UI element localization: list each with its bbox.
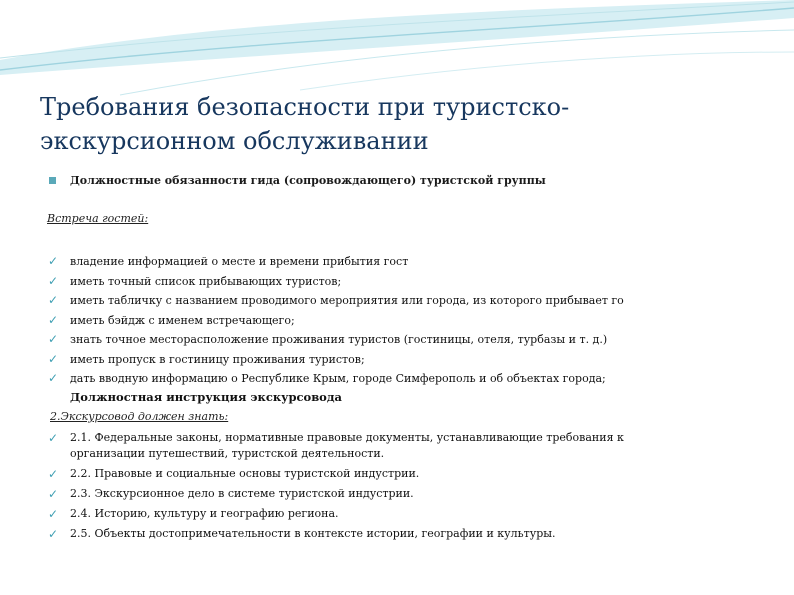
checkmark-icon: ✓ — [48, 254, 59, 268]
wave-band-top — [0, 0, 794, 75]
duties-list — [48, 252, 688, 389]
checkmark-icon: ✓ — [48, 431, 59, 445]
list-item: ✓ 2.3. Экскурсионное дело в системе туристской индустрии. — [48, 487, 414, 501]
subheading — [49, 174, 546, 187]
checkmark-icon: ✓ — [48, 527, 59, 541]
list-item: ✓ 2.2. Правовые и социальные основы туристской индустрии. — [48, 467, 420, 481]
checkmark-icon: ✓ — [48, 293, 59, 307]
list-item: ✓ 2.4. Историю, культуру и географию региона. — [48, 507, 339, 521]
checkmark-icon: ✓ — [48, 273, 59, 288]
list-item: ✓ дать вводную информацию о Республике Крым, городе Симферополь и об объектах города; — [48, 369, 688, 389]
guide-label: 2.Экскурсовод должен знать: — [50, 410, 229, 423]
subheading-text: Должностные обязанности гида (сопровождающего) туристской группы — [70, 174, 546, 187]
checkmark-icon: ✓ — [48, 312, 59, 327]
slide-title: Требования безопасности при туристско-экскурсионном обслуживании — [40, 93, 570, 155]
list-item: ✓ 2.5. Объекты достопримечательности в контексте истории, географии и культуры. — [48, 527, 556, 541]
list-item: ✓ 2.1. Федеральные законы, нормативные правовые документы, устанавливающие требования к организации путешествий, туристской деятельности. — [48, 431, 624, 460]
knowledge-list — [48, 430, 688, 546]
list-item: ✓ иметь точный список прибывающих туристов; — [48, 272, 688, 292]
square-bullet-icon — [49, 177, 56, 184]
checkmark-icon: ✓ — [48, 507, 59, 521]
instruction-title: Должностная инструкция экскурсовода — [70, 390, 342, 404]
list-item: ✓ знать точное месторасположение проживания туристов (гостиницы, отеля, турбазы и т. д.) — [48, 330, 688, 350]
list-item: ✓ иметь пропуск в гостиницу проживания туристов; — [48, 350, 688, 370]
checkmark-icon: ✓ — [48, 487, 59, 501]
checkmark-icon: ✓ — [48, 351, 59, 366]
list-item: ✓ иметь бэйдж с именем встречающего; — [48, 311, 688, 331]
list-item: ✓ владение информацией о месте и времени прибытия гост — [48, 252, 688, 272]
checkmark-icon: ✓ — [48, 371, 59, 385]
list-item: ✓ иметь табличку с названием проводимого мероприятия или города, из которого прибывает го — [48, 291, 688, 311]
meeting-label: Встреча гостей: — [47, 212, 149, 225]
checkmark-icon: ✓ — [48, 467, 59, 481]
checkmark-icon: ✓ — [48, 332, 59, 346]
